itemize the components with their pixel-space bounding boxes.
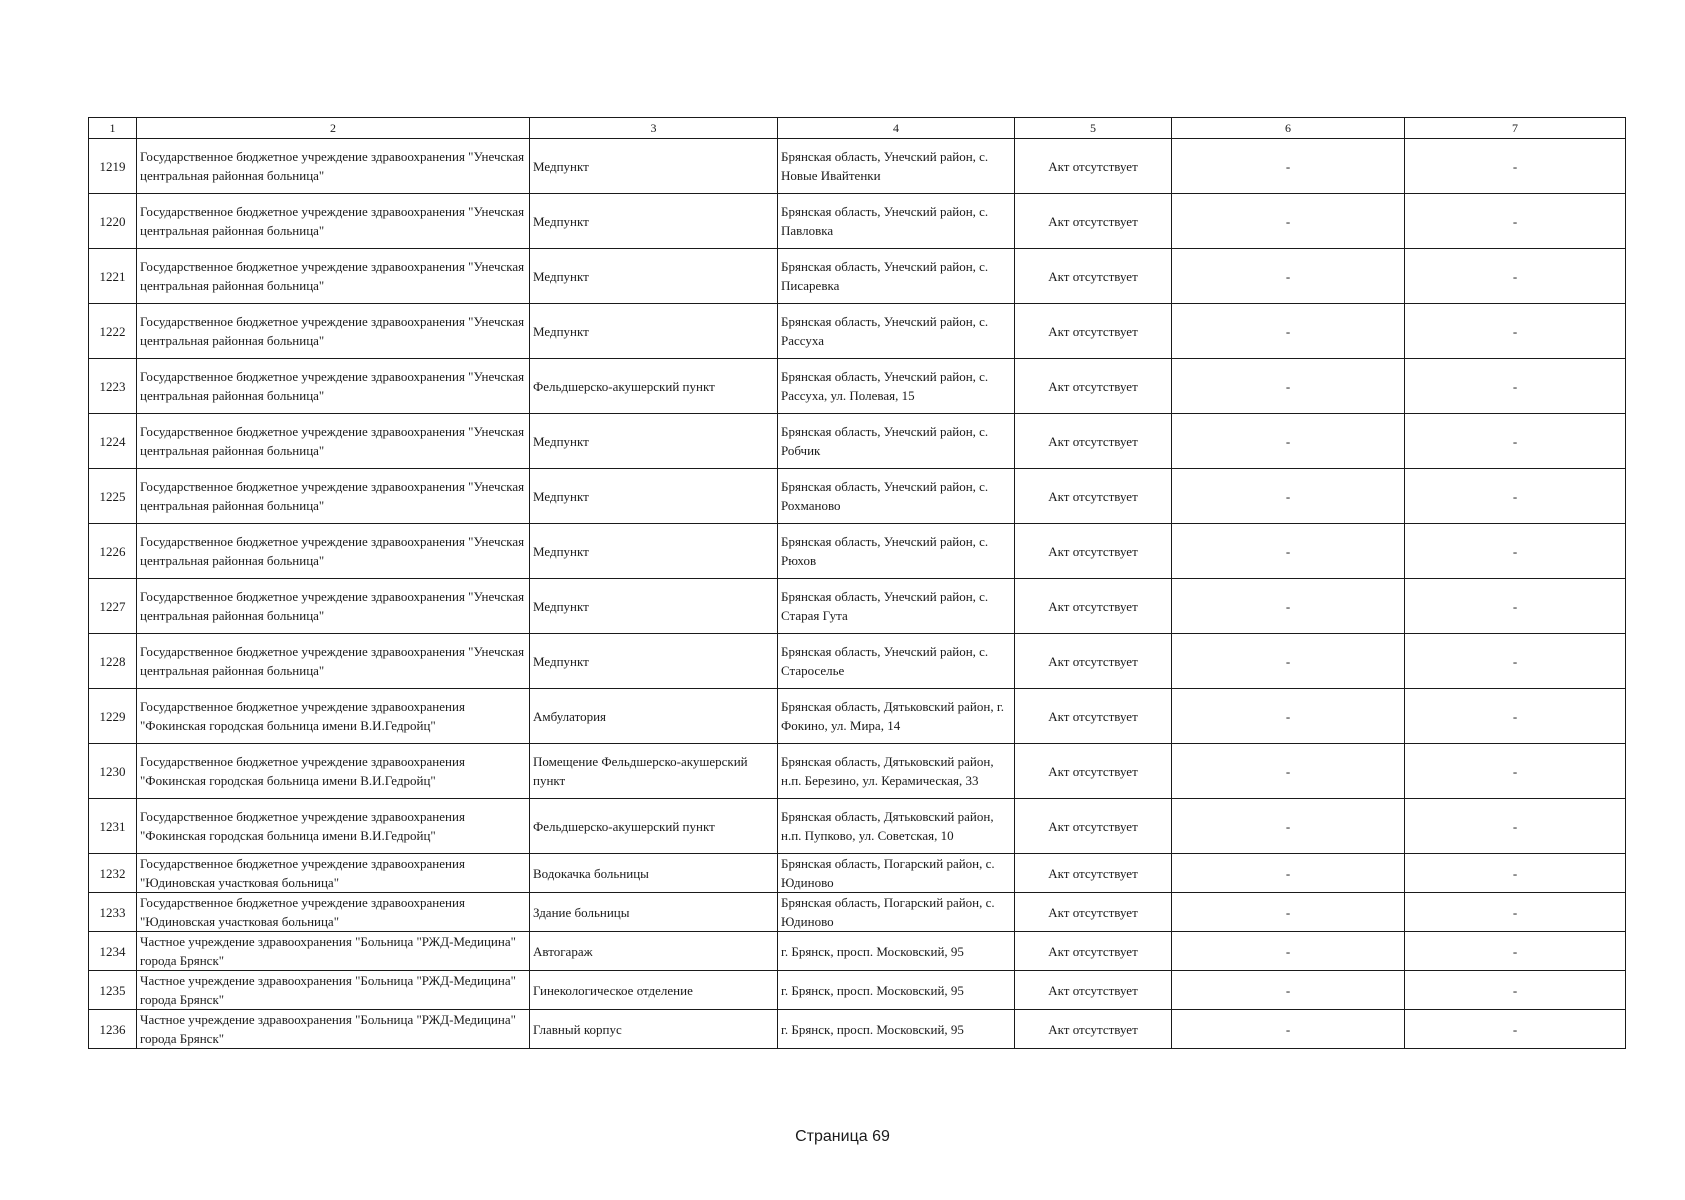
act-status-cell: Акт отсутствует — [1015, 139, 1172, 194]
table-row — [89, 139, 1626, 194]
row-number-cell: 1231 — [89, 799, 137, 854]
column-6-cell: - — [1172, 249, 1405, 304]
row-number-cell: 1222 — [89, 304, 137, 359]
column-header-5: 5 — [1015, 118, 1172, 139]
object-name-cell: Главный корпус — [530, 1010, 778, 1049]
column-7-cell: - — [1405, 469, 1626, 524]
act-status-cell: Акт отсутствует — [1015, 932, 1172, 971]
act-status-cell: Акт отсутствует — [1015, 634, 1172, 689]
act-status-cell: Акт отсутствует — [1015, 414, 1172, 469]
column-7-cell: - — [1405, 359, 1626, 414]
column-6-cell: - — [1172, 414, 1405, 469]
row-number-cell: 1229 — [89, 689, 137, 744]
row-number-cell: 1223 — [89, 359, 137, 414]
row-number-cell: 1219 — [89, 139, 137, 194]
address-cell: Брянская область, Унечский район, с. Староселье — [778, 634, 1015, 689]
organization-cell: Государственное бюджетное учреждение здравоохранения "Юдиновская участковая больница" — [137, 854, 530, 893]
organization-cell: Государственное бюджетное учреждение здравоохранения "Унечская центральная районная больница" — [137, 634, 530, 689]
table-row — [89, 359, 1626, 414]
column-7-cell: - — [1405, 634, 1626, 689]
act-status-cell: Акт отсутствует — [1015, 304, 1172, 359]
address-cell: г. Брянск, просп. Московский, 95 — [778, 971, 1015, 1010]
organization-cell: Государственное бюджетное учреждение здравоохранения "Унечская центральная районная больница" — [137, 524, 530, 579]
object-name-cell: Медпункт — [530, 249, 778, 304]
row-number-cell: 1220 — [89, 194, 137, 249]
column-6-cell: - — [1172, 139, 1405, 194]
row-number-cell: 1232 — [89, 854, 137, 893]
address-cell: Брянская область, Унечский район, с. Рохманово — [778, 469, 1015, 524]
column-7-cell: - — [1405, 971, 1626, 1010]
act-status-cell: Акт отсутствует — [1015, 194, 1172, 249]
object-name-cell: Автогараж — [530, 932, 778, 971]
address-cell: Брянская область, Унечский район, с. Старая Гута — [778, 579, 1015, 634]
column-6-cell: - — [1172, 634, 1405, 689]
table-row — [89, 249, 1626, 304]
column-7-cell: - — [1405, 139, 1626, 194]
table-row — [89, 893, 1626, 932]
row-number-cell: 1227 — [89, 579, 137, 634]
act-status-cell: Акт отсутствует — [1015, 854, 1172, 893]
column-6-cell: - — [1172, 893, 1405, 932]
object-name-cell: Фельдшерско-акушерский пункт — [530, 799, 778, 854]
organization-cell: Частное учреждение здравоохранения "Больница "РЖД-Медицина" города Брянск" — [137, 1010, 530, 1049]
row-number-cell: 1225 — [89, 469, 137, 524]
table-row — [89, 194, 1626, 249]
organization-cell: Государственное бюджетное учреждение здравоохранения "Юдиновская участковая больница" — [137, 893, 530, 932]
column-6-cell: - — [1172, 359, 1405, 414]
table-row — [89, 634, 1626, 689]
address-cell: Брянская область, Унечский район, с. Павловка — [778, 194, 1015, 249]
organization-cell: Государственное бюджетное учреждение здравоохранения "Унечская центральная районная больница" — [137, 414, 530, 469]
organization-cell: Государственное бюджетное учреждение здравоохранения "Унечская центральная районная больница" — [137, 579, 530, 634]
column-6-cell: - — [1172, 799, 1405, 854]
row-number-cell: 1226 — [89, 524, 137, 579]
organization-cell: Государственное бюджетное учреждение здравоохранения "Унечская центральная районная больница" — [137, 359, 530, 414]
organization-cell: Государственное бюджетное учреждение здравоохранения "Унечская центральная районная больница" — [137, 139, 530, 194]
row-number-cell: 1221 — [89, 249, 137, 304]
column-6-cell: - — [1172, 469, 1405, 524]
address-cell: Брянская область, Унечский район, с. Рюхов — [778, 524, 1015, 579]
registry-table-container — [88, 117, 1625, 1049]
organization-cell: Государственное бюджетное учреждение здравоохранения "Фокинская городская больница имени В.И.Гедройц" — [137, 799, 530, 854]
column-7-cell: - — [1405, 689, 1626, 744]
object-name-cell: Здание больницы — [530, 893, 778, 932]
act-status-cell: Акт отсутствует — [1015, 799, 1172, 854]
object-name-cell: Помещение Фельдшерско-акушерский пункт — [530, 744, 778, 799]
column-7-cell: - — [1405, 744, 1626, 799]
act-status-cell: Акт отсутствует — [1015, 249, 1172, 304]
object-name-cell: Фельдшерско-акушерский пункт — [530, 359, 778, 414]
address-cell: Брянская область, Дятьковский район, н.п. Пупково, ул. Советская, 10 — [778, 799, 1015, 854]
object-name-cell: Медпункт — [530, 304, 778, 359]
act-status-cell: Акт отсутствует — [1015, 469, 1172, 524]
address-cell: Брянская область, Погарский район, с. Юдиново — [778, 893, 1015, 932]
organization-cell: Частное учреждение здравоохранения "Больница "РЖД-Медицина" города Брянск" — [137, 971, 530, 1010]
object-name-cell: Амбулатория — [530, 689, 778, 744]
organization-cell: Государственное бюджетное учреждение здравоохранения "Унечская центральная районная больница" — [137, 304, 530, 359]
column-7-cell: - — [1405, 932, 1626, 971]
column-6-cell: - — [1172, 524, 1405, 579]
address-cell: Брянская область, Унечский район, с. Робчик — [778, 414, 1015, 469]
address-cell: Брянская область, Унечский район, с. Писаревка — [778, 249, 1015, 304]
address-cell: г. Брянск, просп. Московский, 95 — [778, 1010, 1015, 1049]
organization-cell: Государственное бюджетное учреждение здравоохранения "Унечская центральная районная больница" — [137, 194, 530, 249]
table-row — [89, 689, 1626, 744]
organization-cell: Частное учреждение здравоохранения "Больница "РЖД-Медицина" города Брянск" — [137, 932, 530, 971]
column-header-1: 1 — [89, 118, 137, 139]
column-header-4: 4 — [778, 118, 1015, 139]
table-row — [89, 304, 1626, 359]
organization-cell: Государственное бюджетное учреждение здравоохранения "Фокинская городская больница имени В.И.Гедройц" — [137, 744, 530, 799]
address-cell: Брянская область, Дятьковский район, г. Фокино, ул. Мира, 14 — [778, 689, 1015, 744]
column-6-cell: - — [1172, 744, 1405, 799]
column-header-3: 3 — [530, 118, 778, 139]
organization-cell: Государственное бюджетное учреждение здравоохранения "Унечская центральная районная больница" — [137, 469, 530, 524]
act-status-cell: Акт отсутствует — [1015, 971, 1172, 1010]
column-header-6: 6 — [1172, 118, 1405, 139]
table-row — [89, 524, 1626, 579]
column-7-cell: - — [1405, 893, 1626, 932]
column-6-cell: - — [1172, 689, 1405, 744]
column-7-cell: - — [1405, 304, 1626, 359]
address-cell: Брянская область, Унечский район, с. Новые Ивайтенки — [778, 139, 1015, 194]
column-6-cell: - — [1172, 854, 1405, 893]
object-name-cell: Медпункт — [530, 634, 778, 689]
act-status-cell: Акт отсутствует — [1015, 524, 1172, 579]
column-7-cell: - — [1405, 1010, 1626, 1049]
object-name-cell: Гинекологическое отделение — [530, 971, 778, 1010]
table-row — [89, 579, 1626, 634]
organization-cell: Государственное бюджетное учреждение здравоохранения "Фокинская городская больница имени В.И.Гедройц" — [137, 689, 530, 744]
table-row — [89, 414, 1626, 469]
table-row — [89, 971, 1626, 1010]
object-name-cell: Медпункт — [530, 469, 778, 524]
object-name-cell: Медпункт — [530, 414, 778, 469]
table-row — [89, 469, 1626, 524]
column-6-cell: - — [1172, 932, 1405, 971]
registry-table — [88, 117, 1626, 1049]
column-7-cell: - — [1405, 524, 1626, 579]
table-row — [89, 799, 1626, 854]
row-number-cell: 1233 — [89, 893, 137, 932]
row-number-cell: 1228 — [89, 634, 137, 689]
act-status-cell: Акт отсутствует — [1015, 689, 1172, 744]
table-row — [89, 1010, 1626, 1049]
organization-cell: Государственное бюджетное учреждение здравоохранения "Унечская центральная районная больница" — [137, 249, 530, 304]
row-number-cell: 1230 — [89, 744, 137, 799]
table-row — [89, 932, 1626, 971]
address-cell: г. Брянск, просп. Московский, 95 — [778, 932, 1015, 971]
act-status-cell: Акт отсутствует — [1015, 893, 1172, 932]
column-header-2: 2 — [137, 118, 530, 139]
column-6-cell: - — [1172, 579, 1405, 634]
address-cell: Брянская область, Погарский район, с. Юдиново — [778, 854, 1015, 893]
column-7-cell: - — [1405, 799, 1626, 854]
table-row — [89, 744, 1626, 799]
act-status-cell: Акт отсутствует — [1015, 744, 1172, 799]
header-row — [89, 118, 1626, 139]
object-name-cell: Медпункт — [530, 524, 778, 579]
row-number-cell: 1234 — [89, 932, 137, 971]
column-6-cell: - — [1172, 971, 1405, 1010]
act-status-cell: Акт отсутствует — [1015, 579, 1172, 634]
column-7-cell: - — [1405, 249, 1626, 304]
column-7-cell: - — [1405, 414, 1626, 469]
table-row — [89, 854, 1626, 893]
column-6-cell: - — [1172, 194, 1405, 249]
row-number-cell: 1235 — [89, 971, 137, 1010]
address-cell: Брянская область, Дятьковский район, н.п. Березино, ул. Керамическая, 33 — [778, 744, 1015, 799]
object-name-cell: Медпункт — [530, 579, 778, 634]
address-cell: Брянская область, Унечский район, с. Рассуха, ул. Полевая, 15 — [778, 359, 1015, 414]
row-number-cell: 1236 — [89, 1010, 137, 1049]
act-status-cell: Акт отсутствует — [1015, 1010, 1172, 1049]
column-7-cell: - — [1405, 194, 1626, 249]
object-name-cell: Медпункт — [530, 194, 778, 249]
page-number: Страница 69 — [795, 1128, 890, 1145]
column-7-cell: - — [1405, 579, 1626, 634]
column-header-7: 7 — [1405, 118, 1626, 139]
object-name-cell: Водокачка больницы — [530, 854, 778, 893]
column-6-cell: - — [1172, 1010, 1405, 1049]
act-status-cell: Акт отсутствует — [1015, 359, 1172, 414]
column-6-cell: - — [1172, 304, 1405, 359]
object-name-cell: Медпункт — [530, 139, 778, 194]
row-number-cell: 1224 — [89, 414, 137, 469]
address-cell: Брянская область, Унечский район, с. Рассуха — [778, 304, 1015, 359]
column-7-cell: - — [1405, 854, 1626, 893]
